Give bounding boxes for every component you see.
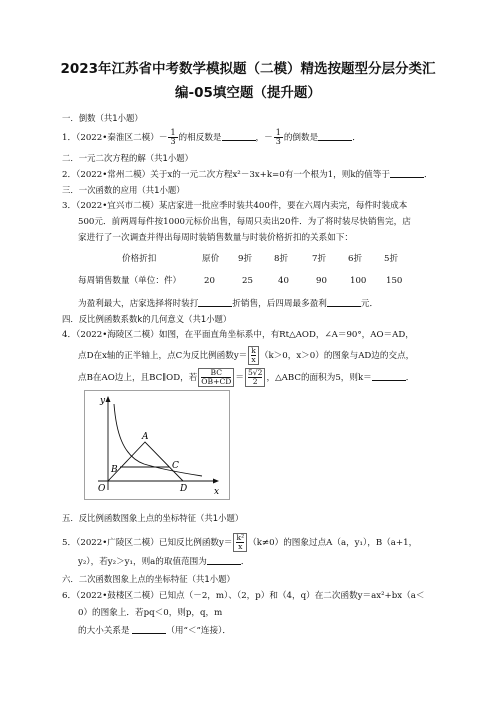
q1-prefix: 1．（2022•秦淮区二模）－ — [62, 133, 168, 143]
q1-mid: 的相反数是 — [178, 133, 222, 143]
q1-answer-blank-1[interactable] — [222, 131, 256, 141]
q5-k2-over-x: $\frac{\text{k²}}{x}$ — [233, 533, 247, 552]
y-axis-arrow — [106, 396, 111, 402]
q4-line1: 4．（2022•海陵区二模）如图，在平面直角坐标系中，有Rt△AOD，∠A＝90°，AO＝AD， — [62, 330, 414, 340]
q3-line3: 家进行了一次调查并得出每周时装销售数量与时装价格折扣的关系如下： — [78, 233, 354, 243]
x-axis-arrow — [213, 479, 219, 484]
q6-answer-blank[interactable] — [132, 624, 166, 634]
table-header-90: 9折 — [238, 254, 253, 264]
label-d: D — [180, 484, 188, 494]
q1-sep: ，－ — [255, 133, 273, 143]
section-heading-6: 六．二次函数图象上点的坐标特征（共1小题） — [62, 574, 235, 584]
q5-line2: y₂），若y₂＞y₁，则a的取值范围为 ． — [78, 557, 250, 567]
q1-end: 的倒数是 — [283, 133, 319, 143]
q6-line1: 6．（2022•鼓楼区二模）已知点（－2，m）、（2，p）和（4，q）在二次函数y＝ax²+bx（a＜ — [62, 591, 425, 601]
q3-line4: 为盈利最大，店家选择将时装打 折销售，后四周最多盈利 元． — [78, 299, 379, 309]
q4-answer-blank[interactable] — [372, 371, 406, 381]
q1-fraction: $\frac{1}{3}$ — [170, 128, 176, 146]
page-title-line2: 编-05填空题（提升题） — [175, 85, 321, 101]
table-header-original: 原价 — [202, 254, 220, 264]
q5-answer-blank[interactable] — [207, 555, 241, 565]
q4-line2: 点D在x轴的正半轴上，点C为反比例函数y＝ $\frac{k}{x}(k>0$，x＞0）的图象与AD边的交点， — [78, 346, 415, 364]
label-a: A — [142, 432, 149, 442]
q1-answer-blank-2[interactable] — [318, 131, 352, 141]
table-cell: 90 — [316, 276, 327, 286]
q6-line2: 0）的图象上．若pq＜0，则p，q，m — [78, 608, 223, 618]
q3-line2: 500元．前两周每件按1000元标价出售，每周只卖出20件．为了将时装尽快销售完，店 — [78, 217, 411, 227]
q6-line3: 的大小关系是 （用“＜”连接）． — [78, 626, 231, 636]
q2-answer-blank[interactable] — [390, 168, 424, 178]
q4-figure — [84, 390, 230, 500]
question-1: 1．（2022•秦淮区二模）－ $\frac{1}{3}$ 的相反数是 ，－ $\frac{1}{3}$ 的倒数是 ． — [62, 128, 361, 146]
q4-k-over-x: $\frac{k}{x}$ — [248, 346, 259, 365]
hyperbola-curve — [114, 404, 202, 476]
q5-line1: 5．（2022•广陵区二模）已知反比例函数y＝ $\frac{\text{k²}}{x}(k\ne 0)$的图象过点A（a，y₁），B（a+1， — [62, 533, 418, 551]
table-header-discount: 价格折扣 — [122, 254, 157, 264]
table-cell: 150 — [386, 276, 403, 286]
section-heading-4: 四．反比例函数系数k的几何意义（共1小题） — [62, 314, 232, 324]
label-b: B — [111, 465, 118, 475]
table-header-80: 8折 — [274, 254, 289, 264]
section-heading-2: 二．一元二次方程的解（共1小题） — [62, 153, 193, 163]
table-header-70: 7折 — [312, 254, 327, 264]
q1-fraction-2: $\frac{1}{3}$ — [275, 128, 281, 146]
q4-line3: 点B在AO边上，且BC∥OD，若 $\frac{BC}{OB+CD}=$ $\frac{5√2}{2}$，△ABC的面积为5，则k＝ ． — [78, 368, 415, 386]
label-y: y — [100, 396, 106, 406]
q3-answer-blank-1[interactable] — [198, 297, 232, 307]
q3-answer-blank-2[interactable] — [327, 297, 361, 307]
q2-text: 2．（2022•常州二模）关于x的一元二次方程x²－3x+k=0有一个根为1，则k的值等于 — [62, 170, 390, 180]
label-o: O — [98, 484, 106, 494]
question-2: 2．（2022•常州二模）关于x的一元二次方程x²－3x+k=0有一个根为1，则k的值等于 ． — [62, 170, 433, 180]
table-cell: 100 — [350, 276, 367, 286]
section-heading-5: 五．反比例函数图象上点的坐标特征（共1小题） — [62, 513, 244, 523]
label-c: C — [172, 461, 179, 471]
table-header-50: 5折 — [384, 254, 399, 264]
table-cell: 40 — [278, 276, 289, 286]
label-x: x — [214, 487, 220, 497]
section-heading-3: 三．一次函数的应用（共1小题） — [62, 185, 185, 195]
section-heading-1: 一．倒数（共1小题） — [62, 113, 143, 123]
page-title-line1: 2023年江苏省中考数学模拟题（二模）精选按题型分层分类汇 — [60, 61, 436, 77]
q4-ratio-fraction: $\frac{BC}{OB+CD}$ — [198, 368, 234, 387]
table-cell: 25 — [242, 276, 253, 286]
q3-line1: 3．（2022•宜兴市二模）某店家进一批应季时装共400件，要在六周内卖完，每件时装成本 — [62, 201, 408, 211]
figure-border — [85, 391, 230, 500]
q4-value-fraction: $\frac{5√2}{2}$ — [245, 368, 266, 387]
table-row-label: 每周销售数量（单位：件） — [78, 276, 182, 286]
table-cell: 20 — [204, 276, 215, 286]
table-header-60: 6折 — [348, 254, 363, 264]
